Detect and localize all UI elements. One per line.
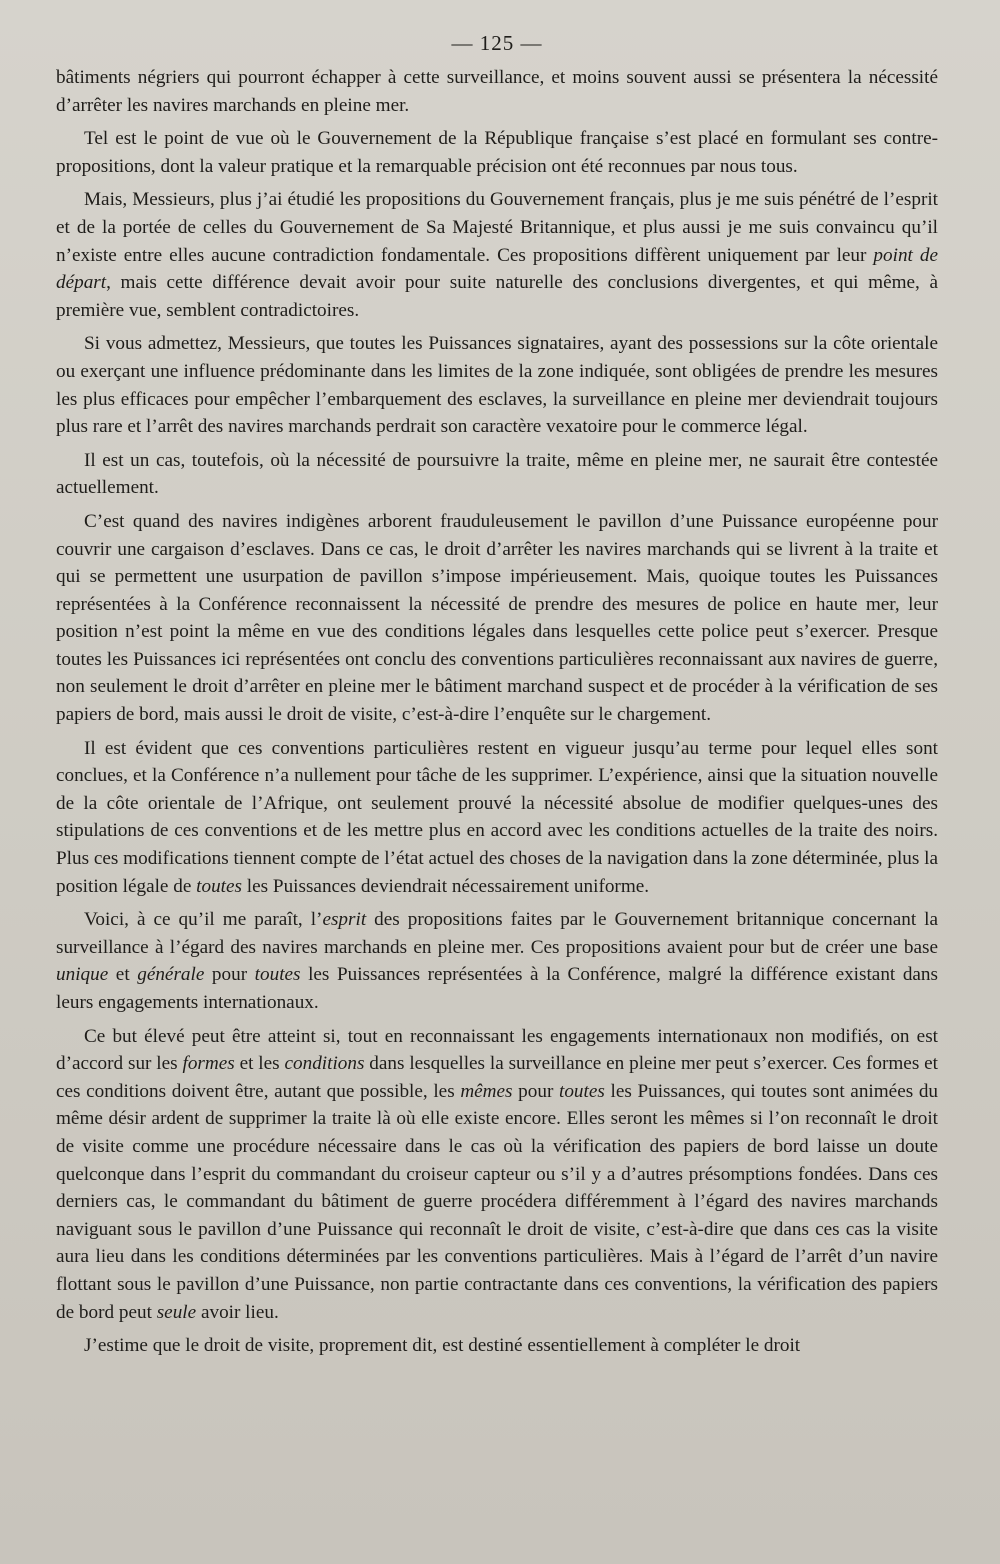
page-number: — 125 — (451, 31, 543, 55)
paragraph-1: bâtiments négriers qui pourront échapper à cette surveillance, et moins souvent aussi se présentera la nécessité d’arrêter les navires marchands en pleine mer. (56, 67, 938, 116)
body-text (56, 64, 938, 1360)
paragraph-6: C’est quand des navires indigènes arborent frauduleusement le pavillon d’une Puissance européenne pour couvrir une cargaison d’esclaves. Dans ce cas, le droit d’arrêter les navires marchands qui se livrent à la traite et qui se permettent une usurpation de pavillon s’impose impérieusement. Mais, quoique toutes les Puissances représentées à la Conférence reconnaissent la nécessité de prendre des mesures de police en haute mer, leur position n’est point la même en vue des conditions légales dans lesquelles cette police peut s’exercer. Presque toutes les Puissances ici représentées ont conclu des conventions particulières reconnaissant aux navires de guerre, non seulement le droit d’arrêter en pleine mer le bâtiment marchand suspect et de procéder à la vérification de ses papiers de bord, mais aussi le droit de visite, c’est-à-dire l’enquête sur le chargement. (56, 510, 938, 726)
paragraph-5: Il est un cas, toutefois, où la nécessité de poursuivre la traite, même en pleine mer, ne saurait être contestée actuellement. (56, 449, 938, 499)
paragraph-4: Si vous admettez, Messieurs, que toutes les Puissances signataires, ayant des possessions sur la côte orientale ou exerçant une influence prédominante dans les limites de la zone indiquée, sont obligées de prendre les mesures les plus efficaces pour empêcher l’embarquement des esclaves, la surveillance en pleine mer deviendrait toujours plus rare et l’arrêt des navires marchands perdrait son caractère vexatoire pour le commerce légal. (56, 333, 938, 438)
paragraph-3: Mais, Messieurs, plus j’ai étudié les propositions du Gouvernement français, plus je me suis pénétré de l’esprit et de la portée de celles du Gouvernement de Sa Majesté Britannique, et plus aussi je me suis convaincu qu’il n’existe entre elles aucune contradiction fondamentale. Ces propositions diffèrent uniquement par leur point de départ, mais cette différence devait avoir pour suite naturelle des conclusions divergentes, et qui même, à première vue, semblent contradictoires. (56, 189, 938, 321)
paragraph-7: Il est évident que ces conventions particulières restent en vigueur jusqu’au terme pour lequel elles sont conclues, et la Conférence n’a nullement pour tâche de les supprimer. L’expérience, ainsi que la situation nouvelle de la côte orientale de l’Afrique, ont seulement prouvé la nécessité absolue de modifier quelques-unes des stipulations de ces conventions et de les mettre plus en accord avec les conditions actuelles de la traite des noirs. Plus ces modifications tiennent compte de l’état actuel des choses de la navigation dans la zone déterminée, plus la position légale de toutes les Puissances deviendrait nécessairement uniforme. (56, 737, 938, 897)
paragraph-8: Voici, à ce qu’il me paraît, l’esprit des propositions faites par le Gouvernement britannique concernant la surveillance à l’égard des navires marchands en pleine mer. Ces propositions avaient pour but de créer une base unique et générale pour toutes les Puissances représentées à la Conférence, malgré la différence existant dans leurs engagements internationaux. (56, 909, 939, 1013)
paragraph-9: Ce but élevé peut être atteint si, tout en reconnaissant les engagements internationaux non modifiés, on est d’accord sur les formes et les conditions dans lesquelles la surveillance en pleine mer peut s’exercer. Ces formes et ces conditions doivent être, autant que possible, les mêmes pour toutes les Puissances, qui toutes sont animées du même désir ardent de supprimer la traite là où elle existe encore. Elles seront les mêmes si l’on reconnaît le droit de visite comme une procédure nécessaire dans le cas où la vérification des papiers de bord laisse un doute quelconque dans l’esprit du commandant du croiseur capteur ou s’il y a d’autres présomptions fondées. Dans ces derniers cas, le commandant du bâtiment de guerre procédera différemment à l’égard des navires marchands naviguant sous le pavillon d’une Puissance qui reconnaît le droit de visite, c’est-à-dire que dans ces cas la visite aura lieu dans les conditions déterminées par les conventions particulières. Mais à l’égard de l’arrêt d’un navire flottant sous le pavillon d’une Puissance, non partie contractante dans ces conventions, la vérification des papiers de bord peut seule avoir lieu. (56, 1025, 939, 1323)
paragraph-10: J’estime que le droit de visite, proprement dit, est destiné essentiellement à compléter le droit (84, 1335, 801, 1357)
paragraph-2: Tel est le point de vue où le Gouvernement de la République française s’est placé en formulant ses contre-propositions, dont la valeur pratique et la remarquable précision ont été reconnues par nous tous. (56, 128, 938, 177)
